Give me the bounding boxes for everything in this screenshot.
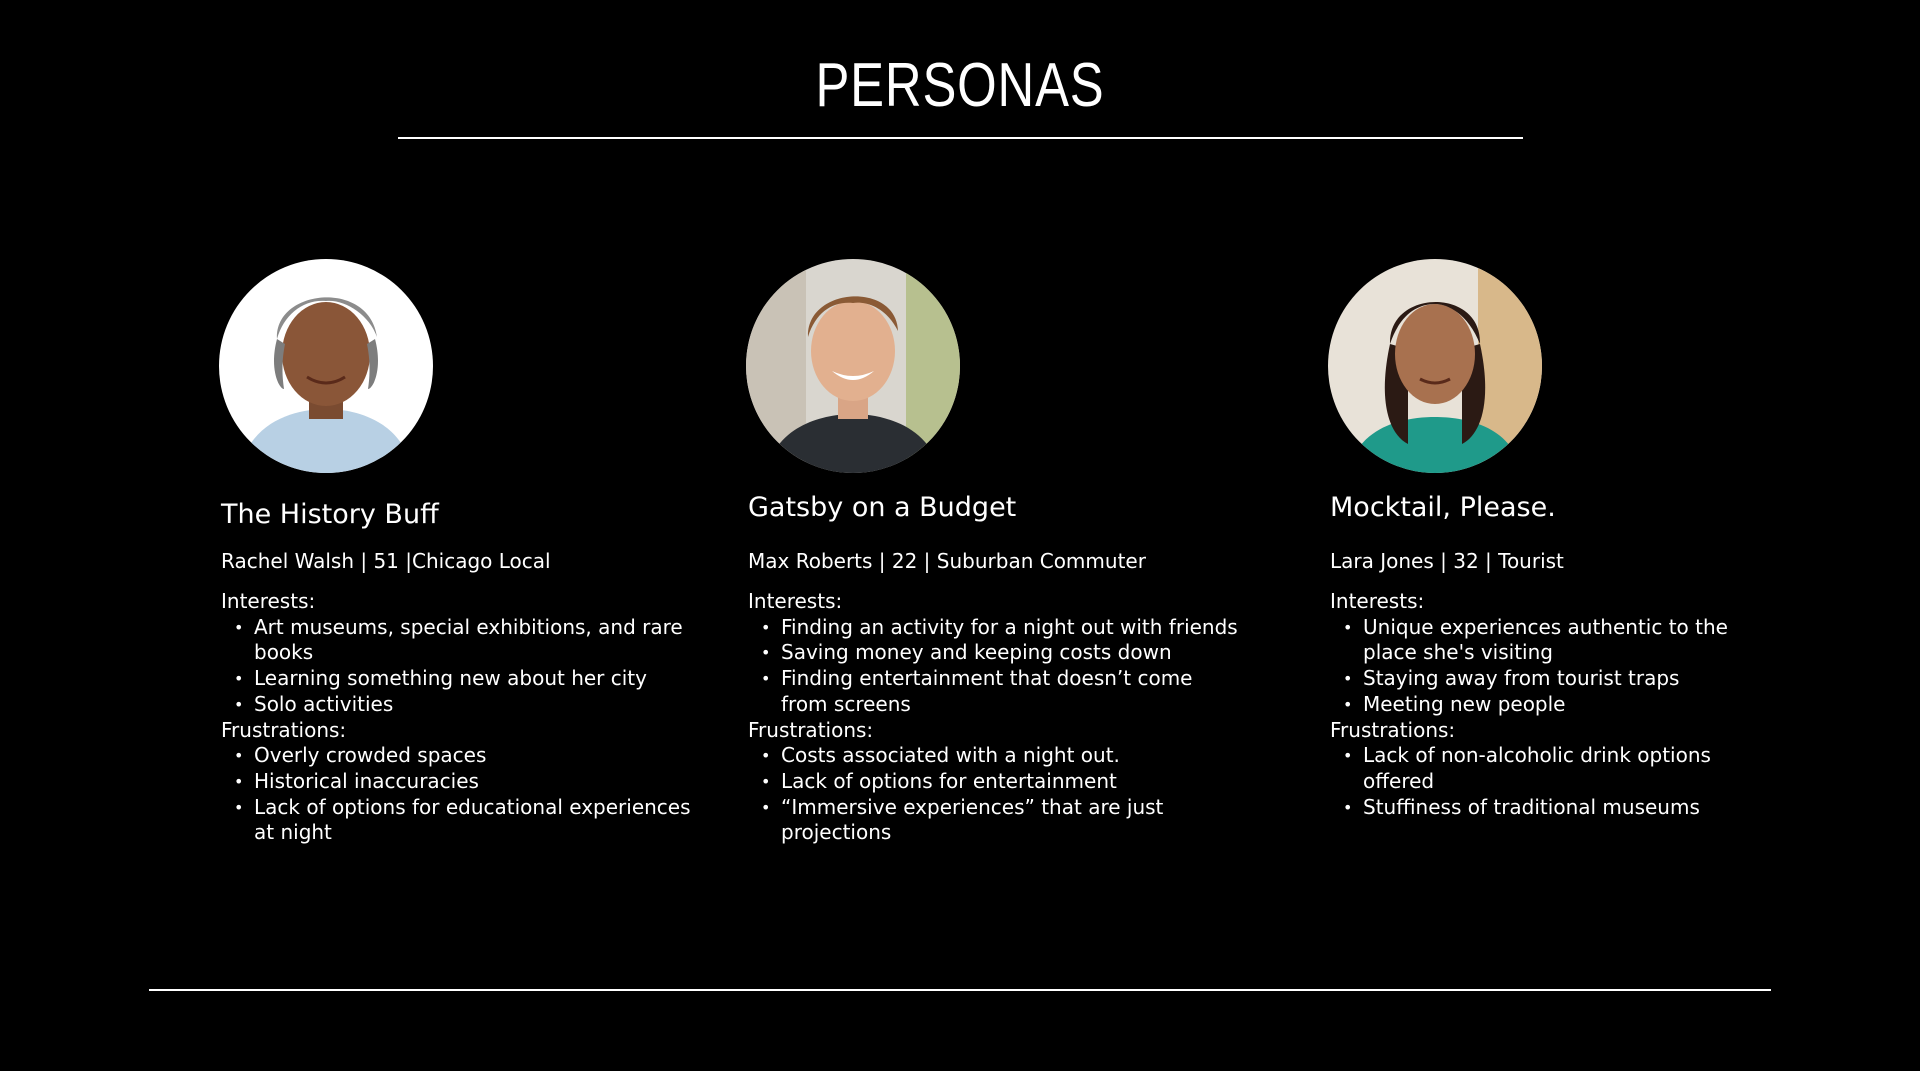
bottom-divider <box>149 989 1771 991</box>
list-item: • Unique experiences authentic to the place she's visiting <box>1363 615 1760 666</box>
persona-title: Mocktail, Please. <box>1330 492 1556 523</box>
frustrations-list <box>221 743 691 846</box>
list-item: • Learning something new about her city <box>254 666 691 692</box>
list-item: • Lack of options for entertainment <box>781 769 1268 795</box>
persona-card-history-buff <box>219 259 739 845</box>
list-item: • Finding an activity for a night out with friends <box>781 615 1268 641</box>
persona-meta: Rachel Walsh | 51 |Chicago Local <box>221 549 551 573</box>
list-item: • Finding entertainment that doesn’t come from screens <box>781 666 1201 717</box>
list-item: • Historical inaccuracies <box>254 769 691 795</box>
list-item: • Stuffiness of traditional museums <box>1363 795 1760 821</box>
list-item: • Saving money and keeping costs down <box>781 640 1268 666</box>
title-underline <box>398 137 1523 139</box>
frustrations-label: Frustrations: <box>1330 717 1456 742</box>
interests-label: Interests: <box>748 589 843 613</box>
persona-title: The History Buff <box>221 499 439 530</box>
persona-title: Gatsby on a Budget <box>748 492 1017 523</box>
interests-label: Interests: <box>221 589 316 613</box>
list-item: • Solo activities <box>254 692 691 718</box>
frustrations-label: Frustrations: <box>748 717 874 742</box>
list-item: • Lack of non-alcoholic drink options offered <box>1363 743 1743 794</box>
persona-meta: Lara Jones | 32 | Tourist <box>1330 549 1564 573</box>
interests-list <box>1330 615 1760 718</box>
list-item: • Costs associated with a night out. <box>781 743 1268 769</box>
avatar-photo <box>746 259 960 473</box>
interests-list <box>748 615 1268 718</box>
list-item: • Art museums, special exhibitions, and rare books <box>254 615 691 666</box>
list-item: • Overly crowded spaces <box>254 743 691 769</box>
list-item: • Meeting new people <box>1363 692 1760 718</box>
avatar-photo <box>1328 259 1542 473</box>
persona-card-mocktail-please <box>1328 259 1848 819</box>
interests-list <box>221 615 691 718</box>
list-item: • Lack of options for educational experiences at night <box>254 795 691 846</box>
persona-card-gatsby-on-a-budget <box>746 259 1266 845</box>
slide-title: PERSONAS <box>815 51 1105 120</box>
list-item: • “Immersive experiences” that are just projections <box>781 795 1201 846</box>
frustrations-label: Frustrations: <box>221 717 347 742</box>
persona-meta: Max Roberts | 22 | Suburban Commuter <box>748 549 1146 573</box>
frustrations-list <box>748 743 1268 846</box>
frustrations-list <box>1330 743 1760 820</box>
list-item: • Staying away from tourist traps <box>1363 666 1760 692</box>
avatar-photo <box>219 259 433 473</box>
interests-label: Interests: <box>1330 589 1425 613</box>
